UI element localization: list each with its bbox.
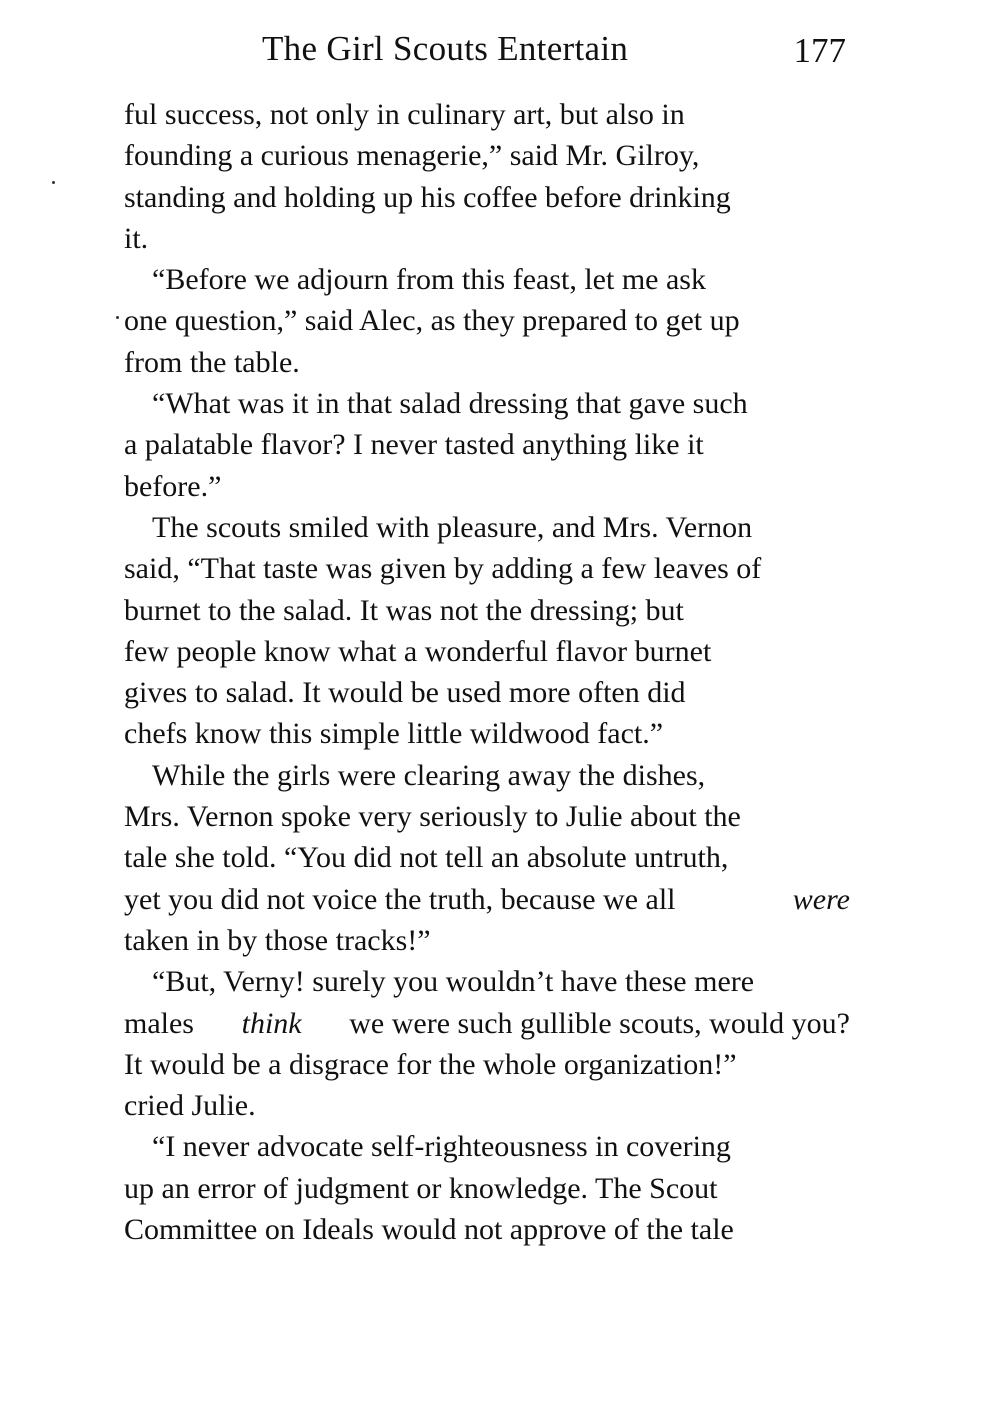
text-line: before.” <box>124 469 222 503</box>
text-line: few people know what a wonderful flavor burnet <box>124 634 712 668</box>
running-title: The Girl Scouts Entertain <box>262 29 629 68</box>
text-line: “I never advocate self-righteousness in covering <box>152 1130 731 1164</box>
running-head <box>124 24 850 74</box>
text-line: “But, Verny! surely you wouldn’t have these mere <box>152 965 755 999</box>
text-line <box>124 879 850 920</box>
margin-speck <box>116 316 119 319</box>
text-line: it. <box>124 221 149 255</box>
text-segment: males <box>124 1006 194 1040</box>
text-line: one question,” said Alec, as they prepared to get up <box>124 304 740 338</box>
text-line: “What was it in that salad dressing that gave such <box>152 387 748 421</box>
margin-speck <box>52 181 55 184</box>
text-line: taken in by those tracks!” <box>124 923 431 957</box>
text-line: up an error of judgment or knowledge. The Scout <box>124 1171 718 1205</box>
text-line: Committee on Ideals would not approve of the tale <box>124 1213 734 1247</box>
italic-word: think <box>241 1006 302 1040</box>
text-line: chefs know this simple little wildwood fact.” <box>124 717 664 751</box>
text-line: The scouts smiled with pleasure, and Mrs. Vernon <box>152 510 753 544</box>
text-line: Mrs. Vernon spoke very seriously to Julie about the <box>124 800 741 834</box>
text-line: gives to salad. It would be used more often did <box>124 676 686 710</box>
text-line: said, “That taste was given by adding a few leaves of <box>124 552 762 586</box>
text-line: cried Julie. <box>124 1089 256 1123</box>
body-text <box>124 94 850 1250</box>
text-line: While the girls were clearing away the dishes, <box>152 758 706 792</box>
italic-word: were <box>792 882 850 916</box>
text-line: burnet to the salad. It was not the dressing; but <box>124 593 684 627</box>
text-line: founding a curious menagerie,” said Mr. Gilroy, <box>124 139 700 173</box>
text-line: tale she told. “You did not tell an absolute untruth, <box>124 841 729 875</box>
text-line: “Before we adjourn from this feast, let me ask <box>152 263 706 297</box>
text-line: a palatable flavor? I never tasted anything like it <box>124 428 704 462</box>
text-line: It would be a disgrace for the whole organization!” <box>124 1047 737 1081</box>
text-segment: we were such gullible scouts, would you? <box>349 1006 850 1040</box>
page-number: 177 <box>793 31 846 70</box>
text-segment: yet you did not voice the truth, because we all <box>124 882 676 916</box>
text-line: standing and holding up his coffee before drinking <box>124 180 731 214</box>
text-line: from the table. <box>124 345 300 379</box>
text-line <box>124 1003 850 1044</box>
text-line: ful success, not only in culinary art, but also in <box>124 98 685 131</box>
